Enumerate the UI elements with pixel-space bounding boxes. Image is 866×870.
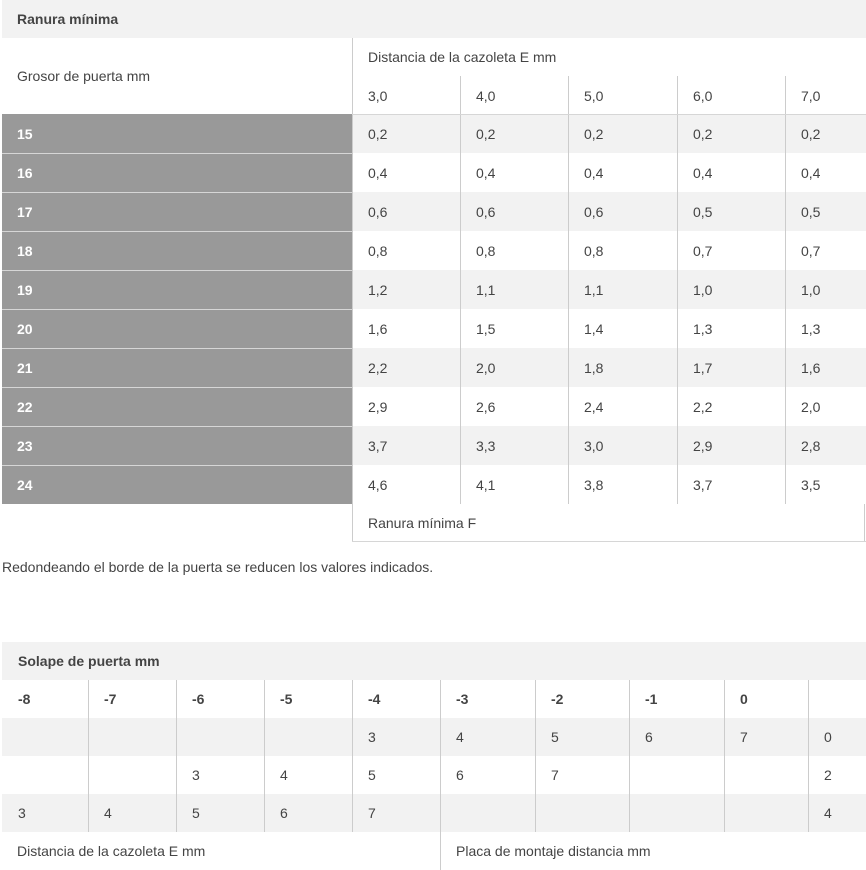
table2-cell: 4 — [456, 729, 464, 745]
table1-row-label: 23 — [17, 438, 33, 454]
table1-row-label: 20 — [17, 321, 33, 337]
table2-footer-left: Distancia de la cazoleta E mm — [17, 843, 206, 859]
table1-row-label-cell — [2, 192, 352, 231]
table2-column-header: -7 — [104, 691, 117, 707]
table1-cell: 1,6 — [368, 321, 388, 337]
table1-title-bar — [2, 0, 866, 38]
table1-cell: 3,3 — [476, 438, 496, 454]
table2-row — [2, 718, 866, 756]
table1-cell: 3,7 — [693, 477, 713, 493]
table1-cell: 0,5 — [801, 204, 821, 220]
table1-row-label-cell — [2, 114, 352, 153]
table1-row — [352, 348, 866, 387]
table1-cell: 0,4 — [584, 165, 604, 181]
table1-row-label: 18 — [17, 243, 33, 259]
table1-row — [352, 231, 866, 270]
table2-cell: 4 — [824, 805, 832, 821]
table1-row-header: Grosor de puerta mm — [17, 68, 151, 84]
table2-cell: 3 — [18, 805, 26, 821]
table1-cell: 1,8 — [584, 360, 604, 376]
table2-cell: 7 — [368, 805, 376, 821]
table2-row — [2, 794, 866, 832]
table1-cell: 2,0 — [801, 399, 821, 415]
table1-row-label-cell — [2, 153, 352, 192]
table2-footer-divider — [440, 832, 441, 870]
table2-cell: 5 — [551, 729, 559, 745]
table1-cell: 0,7 — [801, 243, 821, 259]
table1-label-divider — [2, 231, 352, 232]
table1-row — [352, 465, 866, 504]
table1-cell: 0,4 — [476, 165, 496, 181]
table2-title: Solape de puerta mm — [18, 653, 160, 669]
table2-column-divider — [352, 680, 353, 832]
table2-column-header: -8 — [18, 691, 31, 707]
table2-footer-right: Placa de montaje distancia mm — [456, 843, 651, 859]
table2-cell: 7 — [551, 767, 559, 783]
table1-column-header: 6,0 — [693, 88, 713, 104]
table1-row-label-cell — [2, 309, 352, 348]
table1-cell: 0,4 — [801, 165, 821, 181]
table1-row — [352, 309, 866, 348]
table2-cell: 3 — [368, 729, 376, 745]
table2-column-divider — [264, 680, 265, 832]
table1-cell: 0,2 — [801, 126, 821, 142]
table2-cell: 6 — [456, 767, 464, 783]
table1-cell: 1,4 — [584, 321, 604, 337]
table2-column-divider — [88, 680, 89, 832]
table1-cell: 3,5 — [801, 477, 821, 493]
table1-row-label: 24 — [17, 477, 33, 493]
table1-label-divider — [2, 270, 352, 271]
table1-column-header: 5,0 — [584, 88, 604, 104]
table1-label-divider — [2, 387, 352, 388]
table1-cell: 1,3 — [801, 321, 821, 337]
table1-row-label: 21 — [17, 360, 33, 376]
note-text: Redondeando el borde de la puerta se reducen los valores indicados. — [2, 559, 434, 575]
table1-row-label: 19 — [17, 282, 33, 298]
table1-label-divider — [2, 153, 352, 154]
table2-row — [2, 756, 866, 794]
table1-cell: 2,4 — [584, 399, 604, 415]
table1-cell: 1,6 — [801, 360, 821, 376]
table1-column-divider — [785, 76, 786, 504]
table2-column-divider — [724, 680, 725, 832]
table1-cell: 4,1 — [476, 477, 496, 493]
table2-column-divider — [629, 680, 630, 832]
table1-row-label: 16 — [17, 165, 33, 181]
table2-column-divider — [176, 680, 177, 832]
table2-cell: 7 — [740, 729, 748, 745]
table1-column-group-header: Distancia de la cazoleta E mm — [368, 49, 557, 65]
table1-cell: 2,8 — [801, 438, 821, 454]
table1-cell: 0,2 — [584, 126, 604, 142]
table2-cell: 4 — [104, 805, 112, 821]
table2-cell: 0 — [824, 729, 832, 745]
table1-column-header: 7,0 — [801, 88, 821, 104]
table1-cell: 0,5 — [693, 204, 713, 220]
table1-row-label-cell — [2, 426, 352, 465]
table1-row-label: 15 — [17, 126, 33, 142]
table2-column-divider — [808, 680, 809, 832]
table2-column-header: -6 — [192, 691, 205, 707]
table1-header-divider — [352, 114, 866, 115]
table1-row-label-cell — [2, 231, 352, 270]
table1-cell: 0,8 — [368, 243, 388, 259]
table1-cell: 1,7 — [693, 360, 713, 376]
table1-cell: 0,2 — [476, 126, 496, 142]
table1-footer: Ranura mínima F — [368, 515, 477, 531]
table1-cell: 1,0 — [693, 282, 713, 298]
table2-column-header: -2 — [551, 691, 564, 707]
table1-cell: 1,2 — [368, 282, 388, 298]
table1-cell: 0,6 — [368, 204, 388, 220]
table1-cell: 0,2 — [693, 126, 713, 142]
table1-row-label-cell — [2, 270, 352, 309]
table1-footer-divider — [864, 504, 865, 542]
table1-cell: 0,8 — [476, 243, 496, 259]
table1-cell: 1,5 — [476, 321, 496, 337]
table1-row-label: 22 — [17, 399, 33, 415]
table1-cell: 0,8 — [584, 243, 604, 259]
table2-cell: 6 — [280, 805, 288, 821]
table2-title-bar — [2, 642, 866, 680]
table1-cell: 3,8 — [584, 477, 604, 493]
table1-cell: 2,9 — [368, 399, 388, 415]
table1-row — [352, 270, 866, 309]
table1-cell: 2,0 — [476, 360, 496, 376]
table1-cell: 1,1 — [476, 282, 496, 298]
table1-label-divider — [2, 309, 352, 310]
table1-row — [352, 192, 866, 231]
table1-cell: 0,7 — [693, 243, 713, 259]
table1-title: Ranura mínima — [17, 11, 119, 27]
table2-cell: 5 — [368, 767, 376, 783]
table2-column-divider — [440, 680, 441, 832]
table2-cell: 6 — [645, 729, 653, 745]
table2-column-header: -1 — [645, 691, 658, 707]
table2-column-header: -5 — [280, 691, 293, 707]
table1-cell: 0,4 — [693, 165, 713, 181]
table1-row — [352, 153, 866, 192]
table1-column-header: 3,0 — [368, 88, 388, 104]
table1-cell: 0,2 — [368, 126, 388, 142]
table1-column-divider — [568, 76, 569, 504]
table1-column-divider — [677, 76, 678, 504]
table1-row — [352, 426, 866, 465]
table1-label-divider — [2, 465, 352, 466]
table1-cell: 4,6 — [368, 477, 388, 493]
table1-cell: 2,6 — [476, 399, 496, 415]
table1-cell: 2,2 — [368, 360, 388, 376]
table1-cell: 3,0 — [584, 438, 604, 454]
table1-footer-divider — [352, 504, 353, 542]
table2-cell: 5 — [192, 805, 200, 821]
table1-column-divider — [460, 76, 461, 504]
table2-column-header: -4 — [368, 691, 381, 707]
table2-cell: 3 — [192, 767, 200, 783]
table1-row — [352, 114, 866, 153]
table1-cell: 1,3 — [693, 321, 713, 337]
table1-row-label-cell — [2, 387, 352, 426]
table1-cell: 0,6 — [584, 204, 604, 220]
table1-cell: 2,2 — [693, 399, 713, 415]
table1-row — [352, 387, 866, 426]
table1-footer-border — [352, 541, 866, 542]
table1-cell: 0,6 — [476, 204, 496, 220]
table1-row-label-cell — [2, 348, 352, 387]
table1-cell: 2,9 — [693, 438, 713, 454]
table1-row-label: 17 — [17, 204, 33, 220]
table1-cell: 1,1 — [584, 282, 604, 298]
table1-cell: 1,0 — [801, 282, 821, 298]
table2-column-header: 0 — [740, 691, 748, 707]
table1-label-divider — [2, 192, 352, 193]
table2-cell: 4 — [280, 767, 288, 783]
table1-cell: 0,4 — [368, 165, 388, 181]
table1-label-divider — [2, 348, 352, 349]
table2-column-header: -3 — [456, 691, 469, 707]
table2-cell: 2 — [824, 767, 832, 783]
table1-cell: 3,7 — [368, 438, 388, 454]
table1-label-divider — [2, 426, 352, 427]
table1-row-label-cell — [2, 465, 352, 504]
table2-column-divider — [535, 680, 536, 832]
table1-column-header: 4,0 — [476, 88, 496, 104]
